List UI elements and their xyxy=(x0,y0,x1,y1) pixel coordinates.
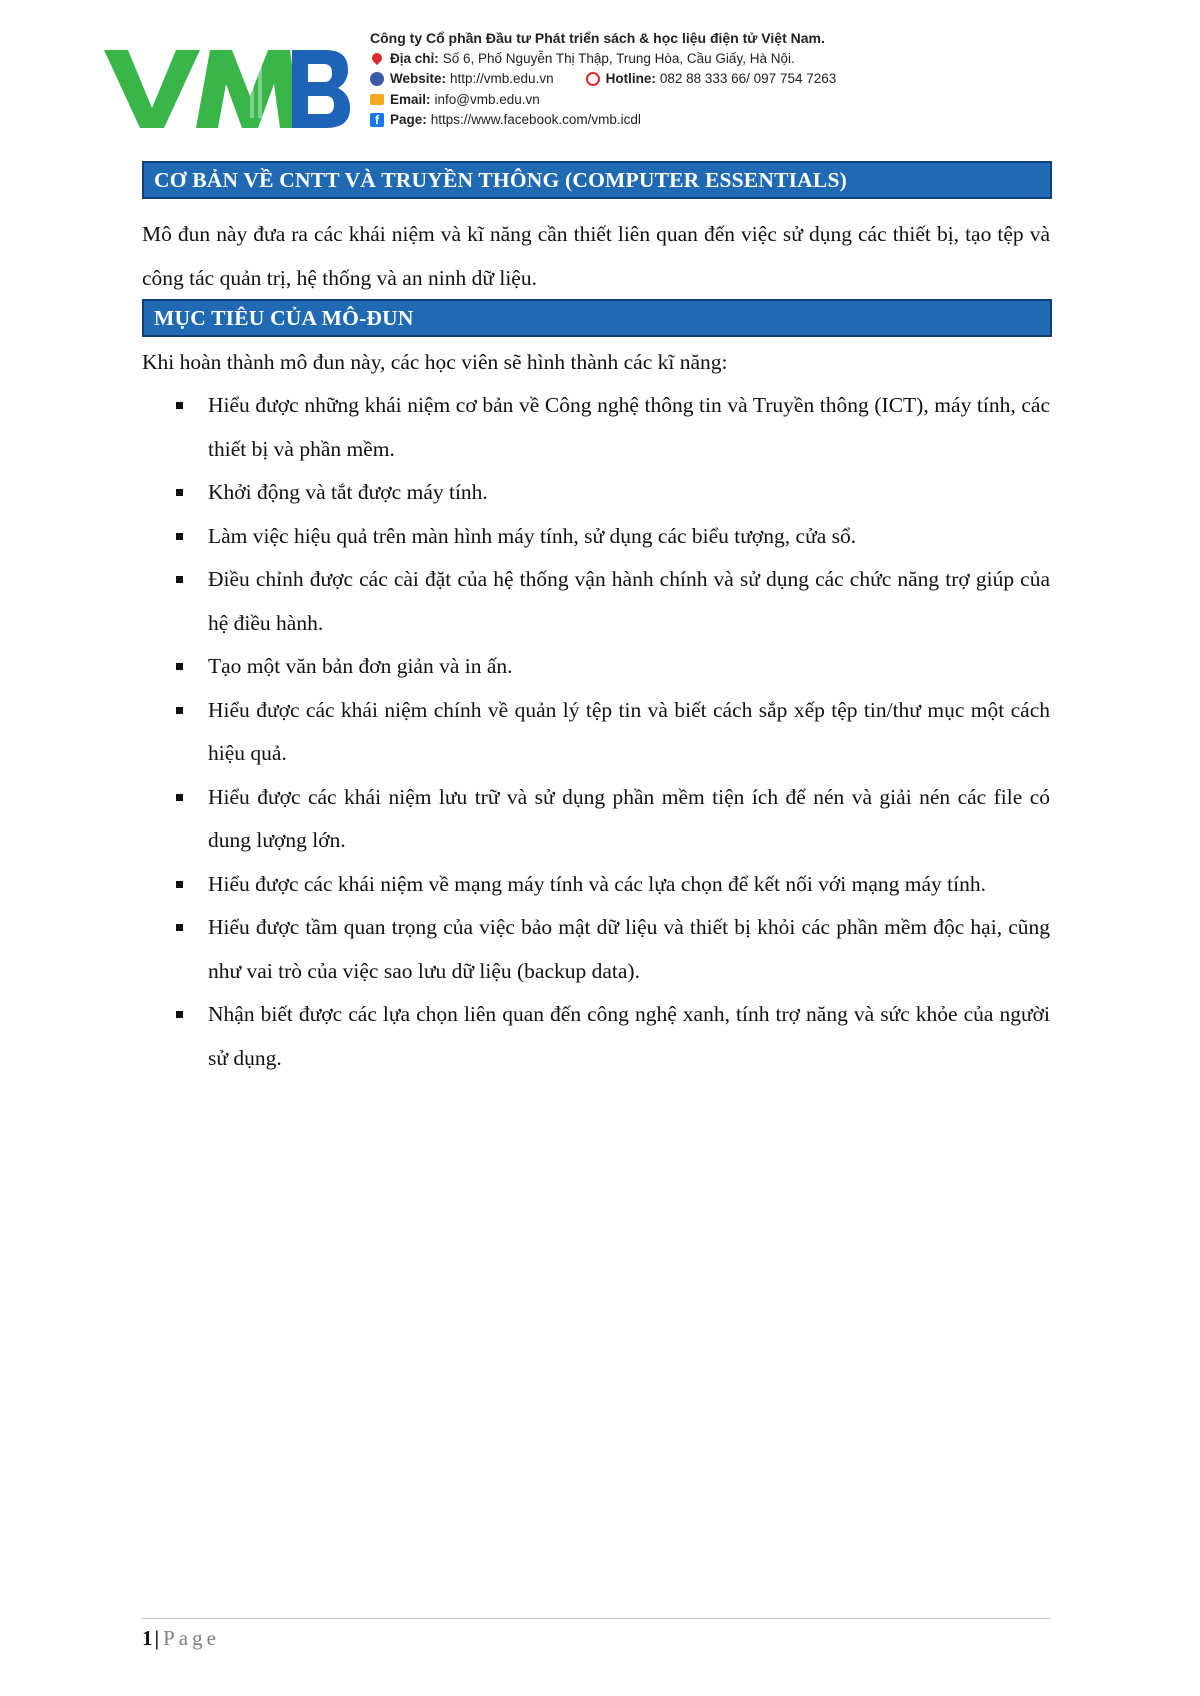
list-item: Hiểu được các khái niệm chính về quản lý tệp tin và biết cách sắp xếp tệp tin/thư mục một cách hiệu quả. xyxy=(142,689,1050,776)
list-item: Khởi động và tắt được máy tính. xyxy=(142,471,1050,515)
address-line xyxy=(370,49,836,70)
section-title-essentials: CƠ BẢN VỀ CNTT VÀ TRUYỀN THÔNG (COMPUTER ESSENTIALS) xyxy=(142,161,1052,199)
list-item: Hiểu được các khái niệm lưu trữ và sử dụng phần mềm tiện ích để nén và giải nén các file có dung lượng lớn. xyxy=(142,776,1050,863)
company-info xyxy=(370,28,836,131)
website-label: Website: xyxy=(390,71,447,86)
email-link[interactable]: info@vmb.edu.vn xyxy=(434,91,540,107)
page-number: 1 xyxy=(142,1626,153,1650)
list-item: Hiểu được tầm quan trọng của việc bảo mật dữ liệu và thiết bị khỏi các phần mềm độc hại, cũng như vai trò của việc sao lưu dữ liệu (backup data). xyxy=(142,906,1050,993)
module-intro: Mô đun này đưa ra các khái niệm và kĩ năng cần thiết liên quan đến việc sử dụng các thiết bị, tạo tệp và công tác quản trị, hệ thống và an ninh dữ liệu. xyxy=(142,222,1050,290)
objectives-lead: Khi hoàn thành mô đun này, các học viên sẽ hình thành các kĩ năng: xyxy=(142,350,728,374)
website-hotline-line xyxy=(370,69,836,90)
phone-icon xyxy=(586,72,600,86)
objectives-list xyxy=(142,384,1050,1080)
company-name: Công ty Cổ phần Đầu tư Phát triển sách & học liệu điện tử Việt Nam. xyxy=(370,30,825,46)
footer-divider xyxy=(142,1618,1050,1619)
page-label: Page: xyxy=(390,112,427,127)
list-item: Điều chỉnh được các cài đặt của hệ thống vận hành chính và sử dụng các chức năng trợ giúp của hệ điều hành. xyxy=(142,558,1050,645)
hotline-value: 082 88 333 66/ 097 754 7263 xyxy=(659,71,837,86)
facebook-link[interactable]: https://www.facebook.com/vmb.icdl xyxy=(430,112,641,127)
facebook-icon: f xyxy=(370,113,384,127)
email-icon xyxy=(370,94,384,105)
globe-icon xyxy=(370,72,384,86)
list-item: Hiểu được những khái niệm cơ bản về Công nghệ thông tin và Truyền thông (ICT), máy tính, các thiết bị và phần mềm. xyxy=(142,384,1050,471)
location-pin-icon xyxy=(370,51,384,65)
address-value: Số 6, Phố Nguyễn Thị Thập, Trung Hòa, Cầu Giấy, Hà Nội. xyxy=(442,50,795,66)
facebook-line xyxy=(370,110,836,131)
email-line xyxy=(370,90,836,111)
list-item: Tạo một văn bản đơn giản và in ấn. xyxy=(142,645,1050,689)
vmb-logo xyxy=(100,38,350,138)
letterhead xyxy=(100,28,1100,138)
section-title-objectives: MỤC TIÊU CỦA MÔ-ĐUN xyxy=(142,299,1052,337)
address-label: Địa chỉ: xyxy=(390,50,439,66)
list-item: Nhận biết được các lựa chọn liên quan đến công nghệ xanh, tính trợ năng và sức khỏe của người sử dụng. xyxy=(142,993,1050,1080)
website-link[interactable]: http://vmb.edu.vn xyxy=(450,71,554,86)
list-item: Hiểu được các khái niệm về mạng máy tính và các lựa chọn để kết nối với mạng máy tính. xyxy=(142,863,1050,907)
list-item: Làm việc hiệu quả trên màn hình máy tính, sử dụng các biểu tượng, cửa sổ. xyxy=(142,515,1050,559)
hotline-label: Hotline: xyxy=(605,71,656,86)
page-footer xyxy=(142,1625,220,1651)
email-label: Email: xyxy=(390,91,431,107)
page-word: Page xyxy=(163,1626,220,1650)
footer-separator: | xyxy=(154,1626,160,1650)
